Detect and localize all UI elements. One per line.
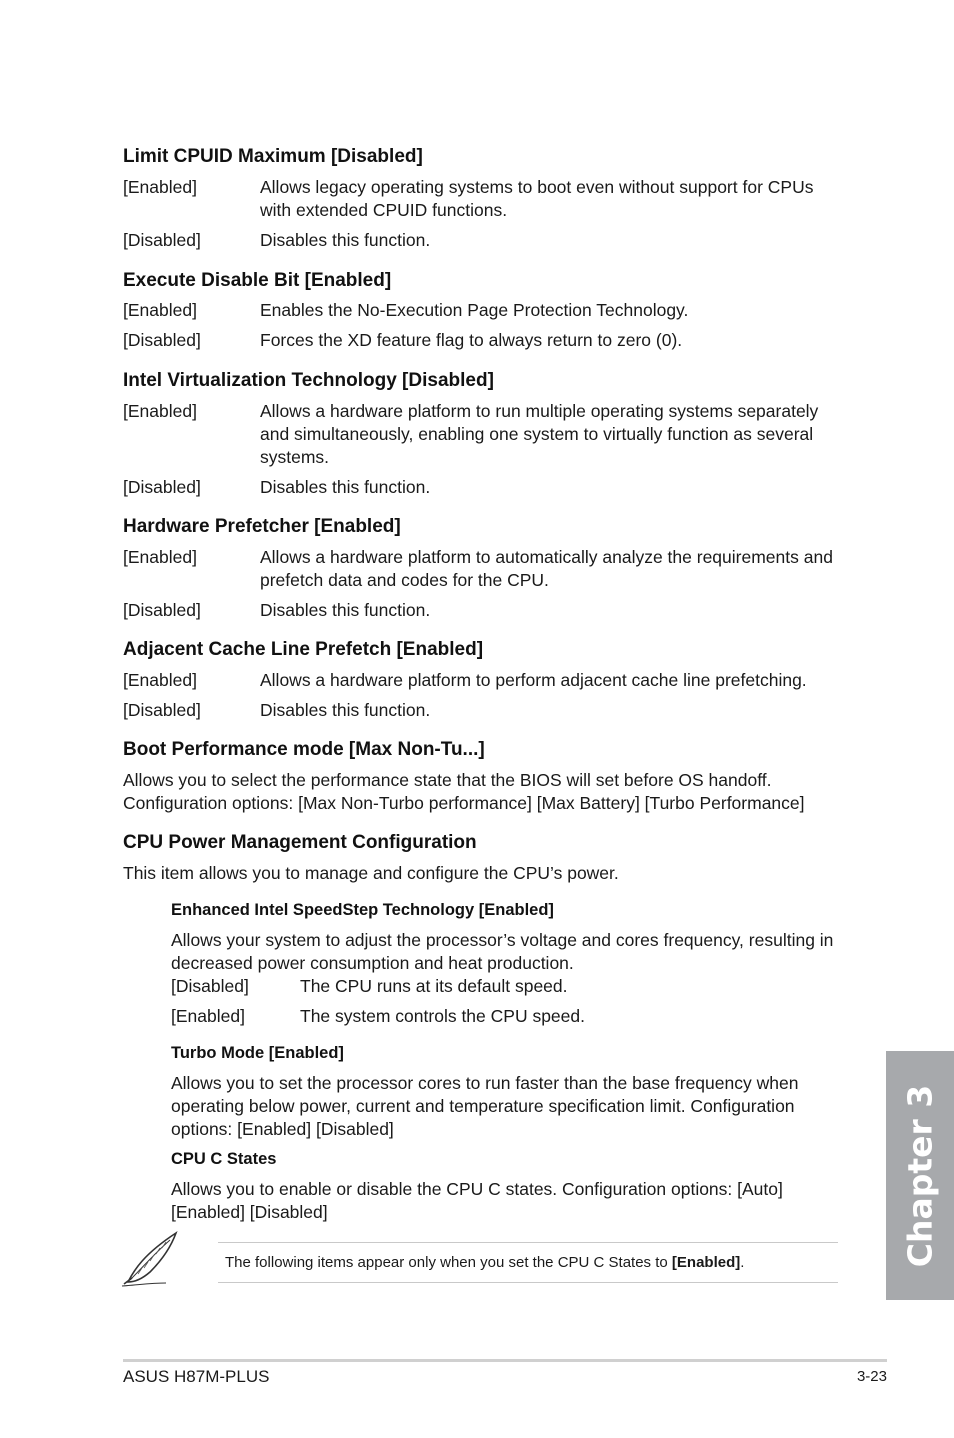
- note-text-bold: [Enabled]: [671, 1254, 741, 1271]
- option-label: [Enabled]: [123, 177, 197, 197]
- option-label: [Enabled]: [123, 547, 197, 567]
- section-title-intel-virtualization: Intel Virtualization Technology [Disabled]: [123, 370, 494, 391]
- note-text-suffix: .: [740, 1254, 745, 1271]
- option-description: The system controls the CPU speed.: [300, 1006, 585, 1026]
- speedstep-description: Allows your system to adjust the processor’s voltage and cores frequency, resulting in decreased power consumption and heat production.: [171, 930, 834, 973]
- option-description: Enables the No-Execution Page Protection Technology.: [260, 300, 689, 320]
- option-label: [Disabled]: [171, 976, 249, 996]
- option-label: [Disabled]: [123, 230, 201, 250]
- option-label: [Enabled]: [123, 670, 197, 690]
- option-description: Disables this function.: [260, 477, 431, 497]
- option-description: Allows a hardware platform to run multiple operating systems separately and simultaneously, enabling one system to virtually function as several systems.: [260, 401, 819, 467]
- option-label: [Enabled]: [171, 1006, 245, 1026]
- note-bottom-divider: [218, 1282, 838, 1283]
- option-description: Disables this function.: [260, 230, 431, 250]
- option-label: [Disabled]: [123, 330, 201, 350]
- cpu-power-description: This item allows you to manage and configure the CPU’s power.: [123, 863, 619, 883]
- option-label: [Enabled]: [123, 401, 197, 421]
- section-title-cpu-power: CPU Power Management Configuration: [123, 832, 477, 853]
- option-description: Forces the XD feature flag to always return to zero (0).: [260, 330, 683, 350]
- subsection-title-cpu-c-states: CPU C States: [171, 1150, 277, 1168]
- option-description: The CPU runs at its default speed.: [300, 976, 568, 996]
- note-text-prefix: The following items appear only when you set the CPU C States to: [225, 1254, 672, 1271]
- option-label: [Enabled]: [123, 300, 197, 320]
- option-description: Disables this function.: [260, 600, 431, 620]
- section-title-limit-cpuid: Limit CPUID Maximum [Disabled]: [123, 146, 423, 167]
- pencil-note-icon: [120, 1230, 182, 1288]
- option-label: [Disabled]: [123, 600, 201, 620]
- option-label: [Disabled]: [123, 477, 201, 497]
- cpu-c-states-description: Allows you to enable or disable the CPU C states. Configuration options: [Auto] [Enabled] [Disabled]: [171, 1179, 783, 1222]
- section-title-hardware-prefetcher: Hardware Prefetcher [Enabled]: [123, 516, 401, 537]
- option-description: Allows a hardware platform to perform adjacent cache line prefetching.: [260, 670, 807, 690]
- note-top-divider: [218, 1242, 838, 1243]
- footer-product-name: ASUS H87M-PLUS: [123, 1367, 270, 1386]
- section-title-adjacent-cache-line: Adjacent Cache Line Prefetch [Enabled]: [123, 639, 484, 660]
- option-description: Allows legacy operating systems to boot even without support for CPUs with extended CPUID functions.: [260, 177, 814, 220]
- section-title-boot-performance: Boot Performance mode [Max Non-Tu...]: [123, 739, 485, 760]
- option-description: Allows a hardware platform to automatically analyze the requirements and prefetch data and codes for the CPU.: [260, 547, 833, 590]
- chapter-tab: [886, 1051, 954, 1300]
- option-description: Disables this function.: [260, 700, 431, 720]
- subsection-title-speedstep: Enhanced Intel SpeedStep Technology [Enabled]: [171, 901, 554, 919]
- note-text: [225, 1254, 744, 1271]
- boot-performance-description: Allows you to select the performance state that the BIOS will set before OS handoff.: [123, 770, 772, 790]
- footer-page-number: 3-23: [856, 1368, 887, 1385]
- chapter-label: Chapter 3: [900, 1084, 940, 1267]
- subsection-title-turbo-mode: Turbo Mode [Enabled]: [171, 1044, 344, 1062]
- option-label: [Disabled]: [123, 700, 201, 720]
- boot-performance-options: Configuration options: [Max Non-Turbo performance] [Max Battery] [Turbo Performance]: [123, 793, 805, 813]
- turbo-mode-description: Allows you to set the processor cores to run faster than the base frequency when operating below power, current and temperature specification limit. Configuration options: [Enabled] [Disabled]: [171, 1073, 799, 1139]
- footer-divider: [123, 1359, 887, 1362]
- section-title-execute-disable-bit: Execute Disable Bit [Enabled]: [123, 270, 392, 291]
